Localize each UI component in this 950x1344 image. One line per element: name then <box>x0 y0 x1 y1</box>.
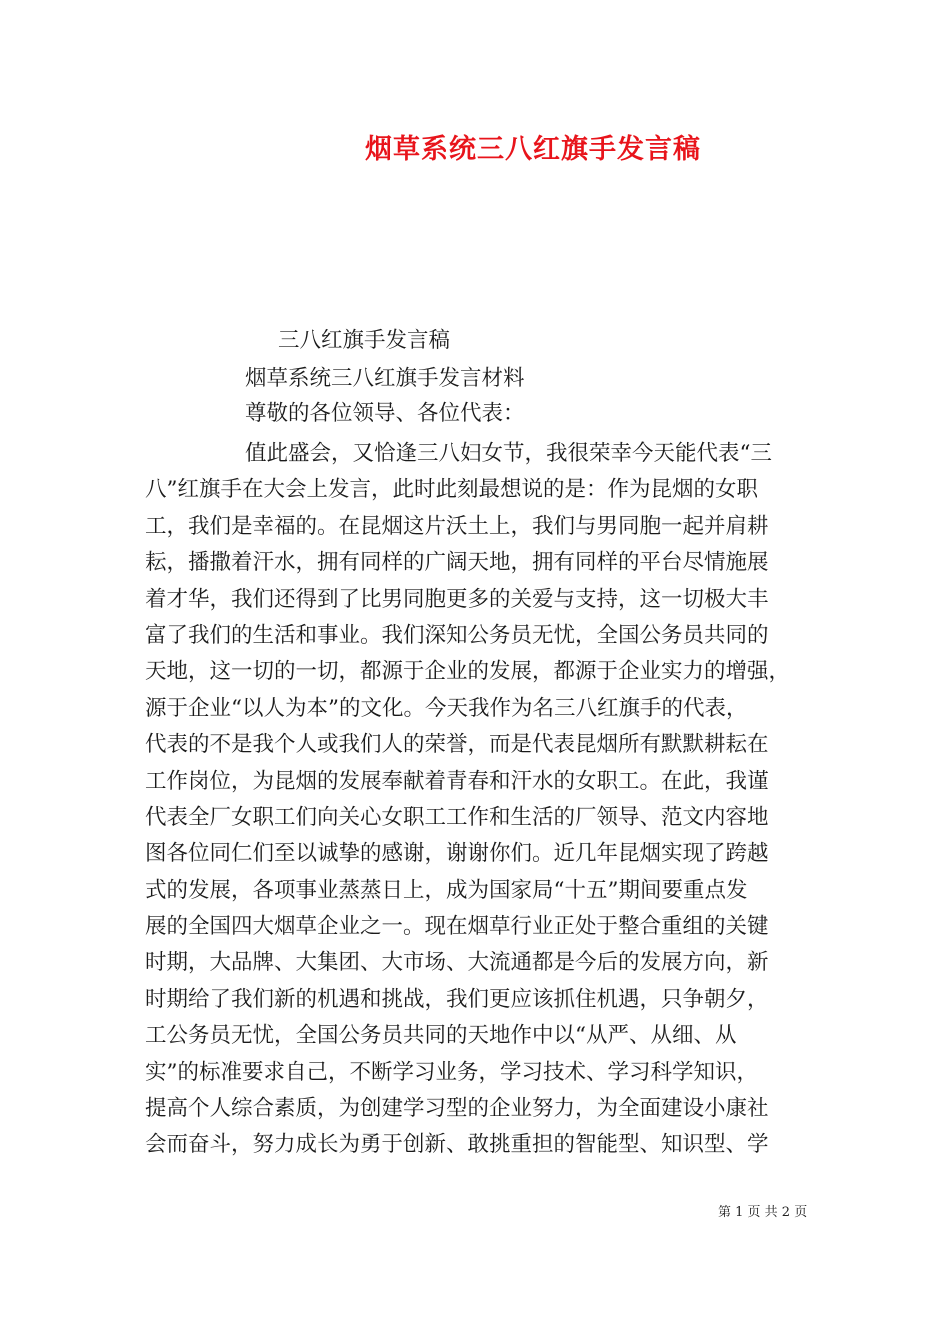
body-line: 代表的不是我个人或我们人的荣誉，而是代表昆烟所有默默耕耘在 <box>145 732 769 758</box>
body-line: 工公务员无忧，全国公务员共同的天地作中以“从严、从细、从 <box>145 1023 737 1049</box>
body-paragraph <box>145 436 825 1164</box>
body-line: 实”的标准要求自己，不断学习业务，学习技术、学习科学知识， <box>145 1059 758 1085</box>
document-title: 烟草系统三八红旗手发言稿 <box>365 134 701 165</box>
body-line: 代表全厂女职工们向关心女职工工作和生活的厂领导、范文内容地 <box>145 804 769 830</box>
body-line: 源于企业“以人为本”的文化。今天我作为名三八红旗手的代表， <box>145 695 748 721</box>
body-line: 天地，这一切的一切，都源于企业的发展，都源于企业实力的增强， <box>145 659 791 685</box>
body-line: 工作岗位，为昆烟的发展奉献着青春和汗水的女职工。在此，我谨 <box>145 768 769 794</box>
salutation: 尊敬的各位领导、各位代表： <box>245 401 525 426</box>
body-line: 着才华，我们还得到了比男同胞更多的关爱与支持，这一切极大丰 <box>145 586 769 612</box>
body-line: 时期，大品牌、大集团、大市场、大流通都是今后的发展方向，新 <box>145 950 769 976</box>
subtitle-material: 烟草系统三八红旗手发言材料 <box>245 366 525 391</box>
body-line: 式的发展，各项事业蒸蒸日上，成为国家局“十五”期间要重点发 <box>145 877 748 903</box>
body-line: 展的全国四大烟草企业之一。现在烟草行业正处于整合重组的关键 <box>145 914 769 940</box>
body-line: 八”红旗手在大会上发言，此时此刻最想说的是：作为昆烟的女职 <box>145 477 758 503</box>
body-line: 会而奋斗，努力成长为勇于创新、敢挑重担的智能型、知识型、学 <box>145 1132 769 1158</box>
body-line: 图各位同仁们至以诚挚的感谢，谢谢你们。近几年昆烟实现了跨越 <box>145 841 769 867</box>
body-line: 工，我们是幸福的。在昆烟这片沃土上，我们与男同胞一起并肩耕 <box>145 513 769 539</box>
body-line: 提高个人综合素质，为创建学习型的企业努力，为全面建设小康社 <box>145 1096 769 1122</box>
page-number-footer: 第 1 页 共 2 页 <box>718 1205 808 1220</box>
body-line: 富了我们的生活和事业。我们深知公务员无忧，全国公务员共同的 <box>145 622 769 648</box>
body-line: 值此盛会，又恰逢三八妇女节，我很荣幸今天能代表“三 <box>245 441 772 466</box>
subtitle-heading: 三八红旗手发言稿 <box>278 328 451 353</box>
body-line: 耘，播撒着汗水，拥有同样的广阔天地，拥有同样的平台尽情施展 <box>145 550 769 576</box>
body-line: 时期给了我们新的机遇和挑战，我们更应该抓住机遇，只争朝夕， <box>145 986 769 1012</box>
